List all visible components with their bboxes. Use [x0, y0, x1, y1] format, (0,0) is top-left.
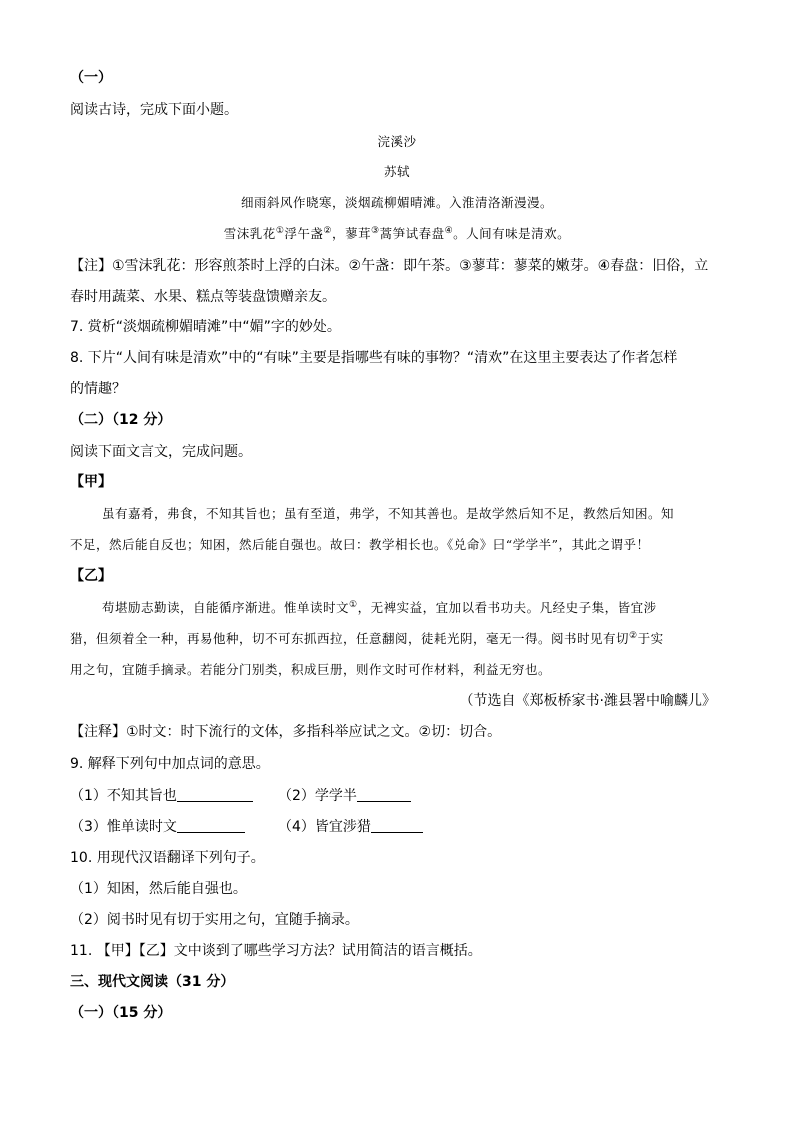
poem-title: 浣溪沙 — [377, 134, 417, 149]
poem-note-line-1: 【注】①雪沫乳花：形容煎茶时上浮的白沫。②午盏：即午茶。③蓼茸：蓼菜的嫩芽。④春盘：旧俗，立 — [70, 258, 709, 274]
question-9-item-3-text: （3）惟单读时文 — [70, 819, 177, 835]
classical-instruction: 阅读下面文言文，完成问题。 — [70, 444, 252, 460]
answer-blank-3[interactable] — [177, 818, 245, 833]
poem-line-2-part: 蒿笋试春盘 — [379, 226, 445, 241]
poem-line-2-part: 雪沫乳花 — [223, 226, 276, 241]
poem-line-2-part: 。人间有味是清欢。 — [453, 226, 571, 241]
poem-note-line-2: 春时用蔬菜、水果、糕点等装盘馈赠亲友。 — [70, 289, 336, 305]
passage-yi-line-2 — [70, 629, 664, 649]
passage-jia-line-1: 虽有嘉肴，弗食，不知其旨也；虽有至道，弗学，不知其善也。是故学然后知不足，教然后知困。知 — [102, 506, 675, 521]
poem-line-2-part: 浮午盏 — [284, 226, 324, 241]
passage-yi-part: 猎，但须着全一种，再易他种，切不可东抓西拉，任意翻阅，徒耗光阴，毫无一得。阅书时见有切 — [70, 631, 630, 646]
note-marker: ② — [629, 631, 638, 641]
note-marker: ③ — [371, 226, 380, 236]
question-9: 9. 解释下列句中加点词的意思。 — [70, 756, 270, 772]
section-heading-1: （一） — [70, 70, 112, 86]
question-10-item-2: （2）阅书时见有切于实用之句，宜随手摘录。 — [70, 912, 359, 928]
passage-jia-line-2: 不足，然后能自反也；知困，然后能自强也。故曰：教学相长也。《兑命》曰“学学半”，其此之谓乎！ — [70, 537, 650, 552]
sub-section-heading: （一）（15 分） — [70, 1005, 172, 1021]
section-heading-2: （二）（12 分） — [70, 412, 172, 428]
passage-annotation: 【注释】①时文：时下流行的文体，多指科举应试之文。②切：切合。 — [70, 724, 502, 740]
question-7: 7. 赏析“淡烟疏柳媚晴滩”中“媚”字的妙处。 — [70, 319, 341, 335]
note-marker: ② — [323, 226, 332, 236]
question-9-item-2 — [278, 786, 411, 806]
note-marker: ④ — [444, 226, 454, 236]
question-8-line-2: 的情趣？ — [70, 381, 126, 397]
passage-yi-part: 于实 — [637, 631, 664, 646]
poem-author: 苏轼 — [383, 164, 410, 179]
note-marker: ① — [349, 600, 358, 610]
poem-line-1: 细雨斜风作晓寒，淡烟疏柳媚晴滩。入淮清洛渐漫漫。 — [240, 195, 553, 210]
answer-blank-1[interactable] — [177, 787, 253, 802]
passage-yi-part: 苟堪励志勤读，自能循序渐进。惟单读时文 — [102, 600, 350, 615]
question-9-item-4 — [278, 817, 423, 837]
passage-yi-label: 【乙】 — [70, 568, 112, 584]
passage-jia-label: 【甲】 — [70, 474, 112, 490]
passage-yi-line-1 — [102, 598, 657, 618]
question-9-item-1 — [70, 786, 253, 806]
question-9-item-3 — [70, 817, 245, 837]
question-10: 10. 用现代汉语翻译下列句子。 — [70, 850, 265, 866]
passage-yi-line-3: 用之句，宜随手摘录。若能分门别类，积成巨册，则作文时可作材料，利益无穷也。 — [70, 662, 552, 677]
question-8-line-1: 8. 下片“人间有味是清欢”中的“有味”主要是指哪些有味的事物？“清欢”在这里主要表达了作者怎样 — [70, 350, 678, 366]
note-marker: ① — [275, 226, 285, 236]
question-10-item-1: （1）知困，然后能自强也。 — [70, 881, 247, 897]
question-9-item-2-text: （2）学学半 — [278, 788, 357, 804]
passage-source: （节选自《郑板桥家书·潍县署中喻麟儿》 — [459, 693, 716, 709]
poem-line-2-part: ，蓼茸 — [331, 226, 371, 241]
question-9-item-4-text: （4）皆宜涉猎 — [278, 819, 371, 835]
question-9-item-1-text: （1）不知其旨也 — [70, 788, 177, 804]
question-11: 11. 【甲】【乙】文中谈到了哪些学习方法？试用简洁的语言概括。 — [70, 943, 482, 959]
poem-line-2 — [0, 224, 794, 244]
poem-instruction: 阅读古诗，完成下面小题。 — [70, 102, 238, 118]
answer-blank-4[interactable] — [371, 818, 423, 833]
section-heading-3: 三、现代文阅读（31 分） — [70, 974, 235, 990]
passage-yi-part: ，无裨实益，宜加以看书功夫。凡经史子集，皆宜涉 — [357, 600, 657, 615]
answer-blank-2[interactable] — [357, 787, 411, 802]
